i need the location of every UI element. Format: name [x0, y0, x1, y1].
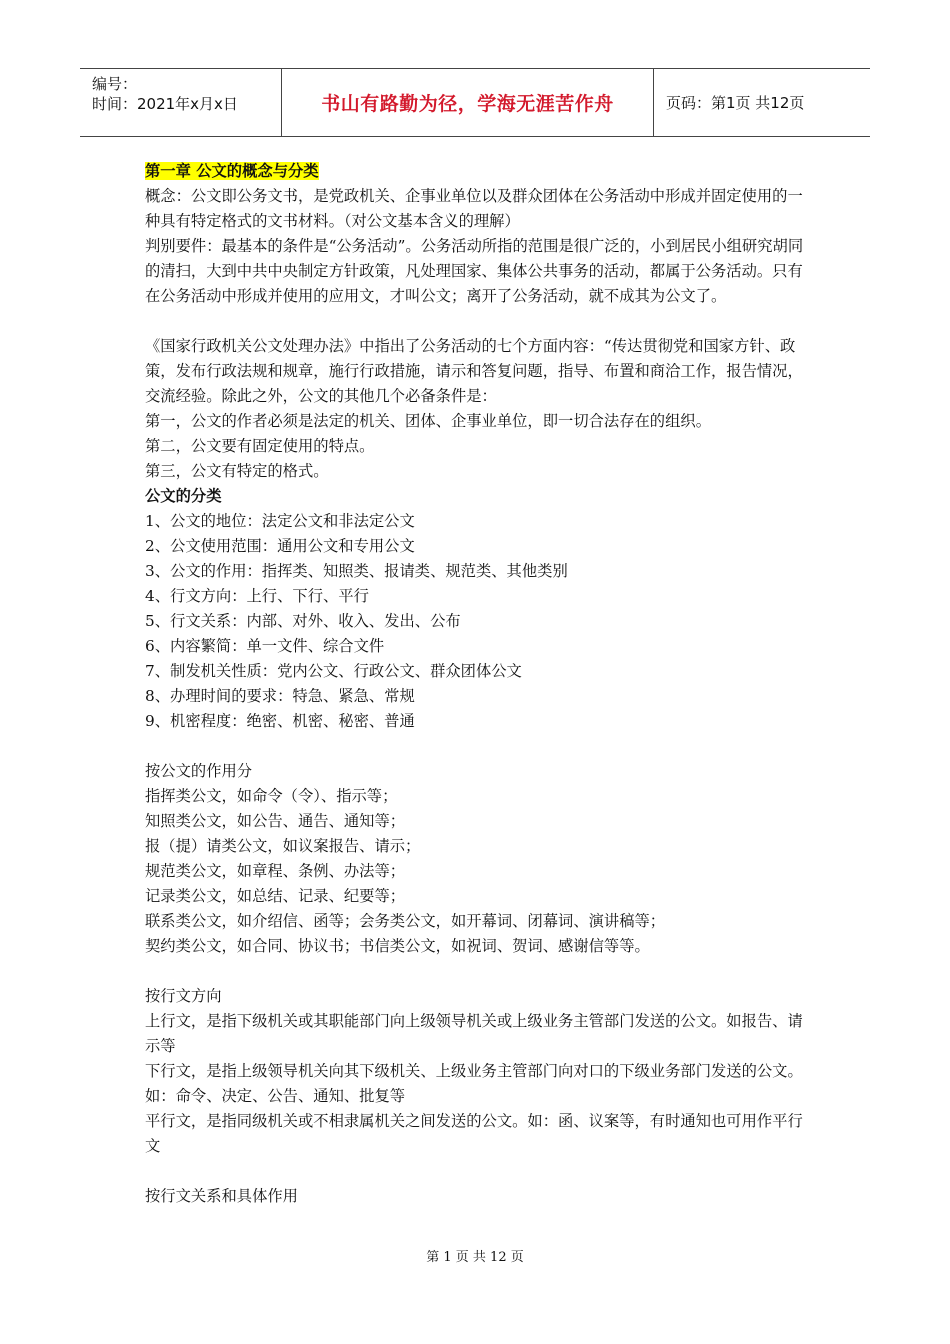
blank-line: [145, 959, 810, 984]
header-meta-cell: [80, 69, 282, 136]
paragraph: 《国家行政机关公文处理办法》中指出了公务活动的七个方面内容：“传达贯彻党和国家方针、政策，发布行政法规和规章，施行行政措施，请示和答复问题，指导、布置和商洽工作，报告情况，交流经验。除此之外，公文的其他几个必备条件是：: [145, 337, 803, 405]
paragraph: 5、行文关系：内部、对外、收入、发出、公布: [145, 612, 461, 630]
document-number-label: 编号：: [92, 75, 138, 93]
section-heading: 公文的分类: [145, 487, 222, 505]
page-header: [80, 68, 870, 137]
paragraph: 规范类公文，如章程、条例、办法等；: [145, 862, 406, 880]
paragraph: 第一，公文的作者必须是法定的机关、团体、企事业单位，即一切合法存在的组织。: [145, 412, 711, 430]
paragraph: 第二，公文要有固定使用的特点。: [145, 437, 375, 455]
paragraph: 2、公文使用范围：通用公文和专用公文: [145, 537, 415, 555]
paragraph: 3、公文的作用：指挥类、知照类、报请类、规范类、其他类别: [145, 562, 568, 580]
paragraph: 1、公文的地位：法定公文和非法定公文: [145, 512, 415, 530]
paragraph: 4、行文方向：上行、下行、平行: [145, 587, 369, 605]
paragraph: 知照类公文，如公告、通告、通知等；: [145, 812, 406, 830]
header-motto: 书山有路勤为径，学海无涯苦作舟: [321, 93, 614, 115]
page-footer: 第 1 页 共 12 页: [426, 1250, 524, 1265]
paragraph: 指挥类公文，如命令（令）、指示等；: [145, 787, 398, 805]
paragraph: 按公文的作用分: [145, 762, 253, 780]
paragraph: 8、办理时间的要求：特急、紧急、常规: [145, 687, 415, 705]
paragraph: 上行文，是指下级机关或其职能部门向上级领导机关或上级业务主管部门发送的公文。如报告、请示等: [145, 1012, 803, 1055]
paragraph: 报（提）请类公文，如议案报告、请示；: [145, 837, 421, 855]
paragraph: 记录类公文，如总结、记录、纪要等；: [145, 887, 406, 905]
blank-line: [145, 309, 810, 334]
paragraph: 7、制发机关性质：党内公文、行政公文、群众团体公文: [145, 662, 522, 680]
blank-line: [145, 1159, 810, 1184]
paragraph: 9、机密程度：绝密、机密、秘密、普通: [145, 712, 415, 730]
paragraph: 第三，公文有特定的格式。: [145, 462, 329, 480]
paragraph: 平行文，是指同级机关或不相隶属机关之间发送的公文。如：函、议案等，有时通知也可用作平行文: [145, 1112, 803, 1155]
paragraph: 概念：公文即公务文书，是党政机关、企事业单位以及群众团体在公务活动中形成并固定使用的一种具有特定格式的文书材料。（对公文基本含义的理解）: [145, 187, 803, 230]
chapter-title-text: 第一章 公文的概念与分类: [145, 162, 319, 180]
paragraph: 按行文方向: [145, 987, 222, 1005]
paragraph: 契约类公文，如合同、协议书；书信类公文，如祝词、贺词、感谢信等等。: [145, 937, 650, 955]
document-body: [145, 159, 810, 1209]
header-motto-cell: [282, 69, 654, 136]
chapter-title: [145, 159, 810, 184]
header-page-cell: [654, 69, 870, 136]
paragraph: 判别要件：最基本的条件是“公务活动”。公务活动所指的范围是很广泛的，小到居民小组研究胡同的清扫，大到中共中央制定方针政策，凡处理国家、集体公共事务的活动，都属于公务活动。只有在公务活动中形成并使用的应用文，才叫公文；离开了公务活动，就不成其为公文了。: [145, 237, 804, 305]
paragraph: 下行文，是指上级领导机关向其下级机关、上级业务主管部门向对口的下级业务部门发送的公文。如：命令、决定、公告、通知、批复等: [145, 1062, 803, 1105]
paragraph: 联系类公文，如介绍信、函等；会务类公文，如开幕词、闭幕词、演讲稿等；: [145, 912, 666, 930]
paragraph: 按行文关系和具体作用: [145, 1187, 298, 1205]
header-page-info: 页码：第1页 共12页: [666, 94, 805, 112]
paragraph: 6、内容繁简：单一文件、综合文件: [145, 637, 385, 655]
blank-line: [145, 734, 810, 759]
document-time-label: 时间：2021年x月x日: [92, 95, 238, 113]
